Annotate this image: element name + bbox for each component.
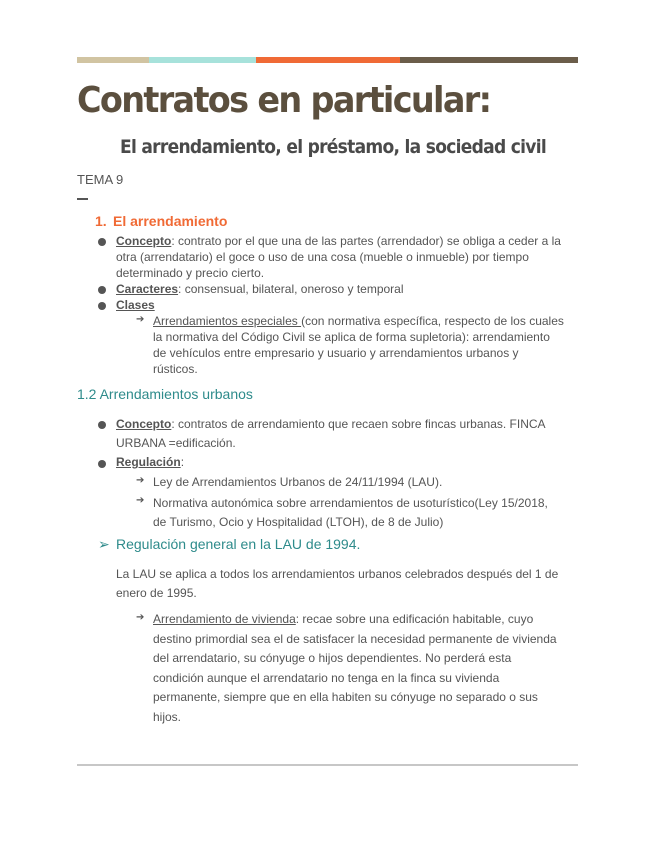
list-item-concepto-urbano: Concepto: contratos de arrendamiento que recaen sobre fincas urbanas. FINCA URBANA =edificación. [116, 417, 546, 450]
document-title: Contratos en particular: [77, 80, 491, 121]
section-number: 1. [95, 213, 107, 229]
arrow-bullet-icon: ➔ [136, 475, 145, 486]
subsection-heading-regulacion-general [98, 536, 360, 553]
term-clases: Clases [116, 298, 155, 312]
header-color-bar [77, 57, 578, 63]
tema-divider [77, 198, 88, 200]
bullet-icon [98, 238, 106, 246]
color-bar-segment-1 [77, 57, 149, 63]
document-subtitle: El arrendamiento, el préstamo, la sociedad civil [120, 136, 547, 158]
color-bar-segment-2 [149, 57, 256, 63]
sublist-item-arrendamientos-especiales: Arrendamientos especiales (con normativa específica, respecto de los cuales la normativa del Código Civil se aplica de forma supletoria): arrendamiento de vehículos entre empresario y usuario y arrendamientos urbanos y rústicos. [153, 314, 564, 376]
bullet-icon [98, 286, 106, 294]
sublist-item-lau: Ley de Arrendamientos Urbanos de 24/11/1994 (LAU). [153, 475, 443, 489]
term-caracteres: Caracteres [116, 282, 179, 296]
list-item-concepto: Concepto: contrato por el que una de las partes (arrendador) se obliga a ceder a la otra (arrendatario) el goce o uso de una cosa (mueble o inmueble) por tiempo determinado y precio cierto. [116, 234, 561, 280]
bullet-icon [98, 421, 106, 429]
link-arrendamiento-vivienda[interactable]: Arrendamiento de vivienda [153, 612, 296, 626]
sublist-item-normativa-autonomica: Normativa autonómica sobre arrendamientos de usoturístico(Ley 15/2018, de Turismo, Ocio y Hospitalidad (LTOH), de 8 de Julio) [153, 496, 548, 529]
arrow-bullet-icon: ➔ [136, 495, 145, 506]
bullet-icon [98, 460, 106, 468]
bottom-divider [77, 764, 578, 766]
list-item-clases [116, 297, 155, 313]
link-arrendamientos-especiales[interactable]: Arrendamientos especiales [153, 314, 302, 328]
bullet-icon [98, 302, 106, 310]
arrowhead-icon: ➢ [98, 536, 110, 552]
section-heading-arrendamiento [95, 213, 227, 229]
section-heading-arrendamientos-urbanos: 1.2 Arrendamientos urbanos [77, 386, 253, 402]
list-item-regulacion: Regulación: [116, 455, 185, 469]
arrow-bullet-icon: ➔ [136, 612, 145, 623]
term-concepto: Concepto [116, 234, 172, 248]
sublist-item-arrendamiento-vivienda: Arrendamiento de vivienda: recae sobre una edificación habitable, cuyo destino primordial sea el de satisfacer la necesidad permanente de vivienda del arrendatario, su cónyuge o hijos dependientes. No perderá esta condición aunque el arrendatario no tenga en la finca su vivienda permanente, siempre que en ella habiten su cónyuge no separado o sus hijos. [153, 612, 557, 724]
list-item-caracteres: Caracteres: consensual, bilateral, oneroso y temporal [116, 282, 404, 296]
color-bar-segment-3 [256, 57, 400, 63]
arrow-bullet-icon: ➔ [136, 314, 145, 325]
term-regulacion: Regulación [116, 455, 181, 469]
subsection-title: Regulación general en la LAU de 1994. [116, 536, 361, 552]
color-bar-segment-4 [400, 57, 578, 63]
paragraph-lau-aplicacion: La LAU se aplica a todos los arrendamientos urbanos celebrados después del 1 de enero de 1995. [116, 567, 559, 600]
section-title: El arrendamiento [113, 213, 228, 229]
tema-label: TEMA 9 [77, 172, 124, 187]
term-concepto-urbano: Concepto [116, 417, 172, 431]
